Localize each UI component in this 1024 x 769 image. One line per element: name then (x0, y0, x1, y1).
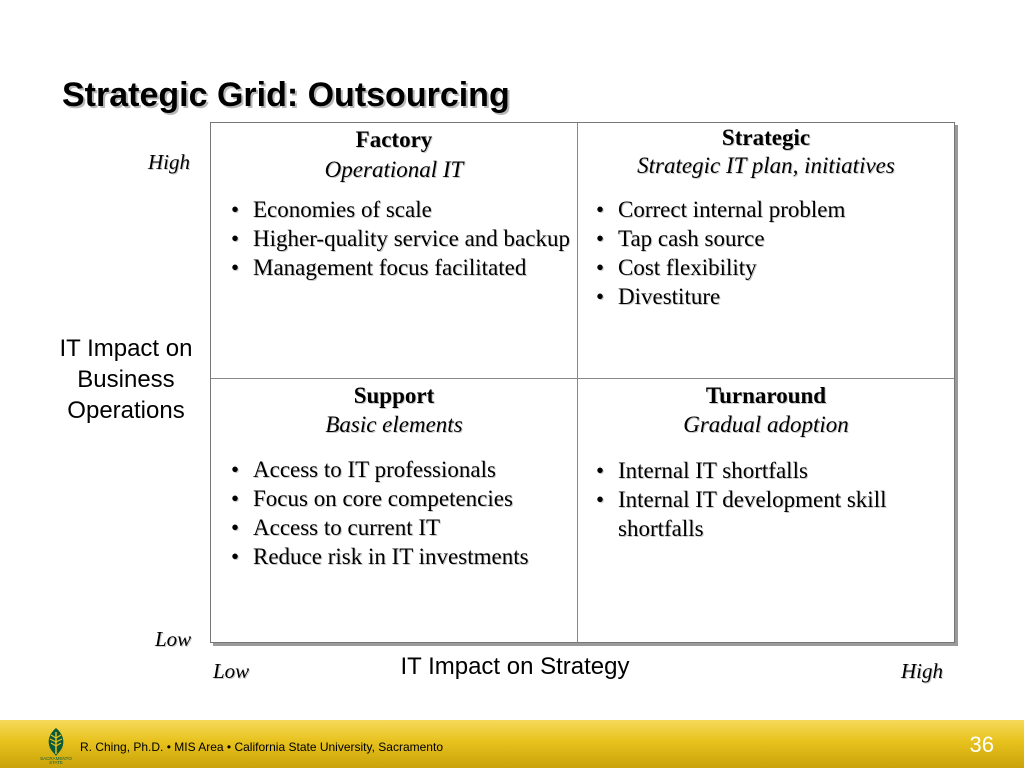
quadrant-title: Factory (355, 127, 433, 152)
quadrant-subtitle: Operational IT (324, 157, 464, 182)
x-axis-title: IT Impact on Strategy (400, 653, 630, 680)
footer-bar (0, 720, 1024, 768)
list-item: • Higher-quality service and backup (225, 224, 570, 253)
logo-text-line: SACRAMENTO (40, 756, 72, 761)
slide-title: Strategic Grid: Outsourcing (62, 76, 510, 114)
logo-text-line: STATE (49, 760, 63, 764)
x-axis-high-label: High (901, 659, 943, 683)
turnaround-bullet-list (590, 456, 930, 543)
factory-bullet-list (225, 195, 570, 282)
quadrant-factory (211, 123, 578, 379)
support-bullet-list (225, 455, 570, 571)
list-item: • Correct internal problem (590, 195, 950, 224)
x-axis-low-label: Low (213, 659, 250, 683)
list-item: • Tap cash source (590, 224, 950, 253)
list-item: • Access to IT professionals (225, 455, 570, 484)
quadrant-subtitle: Strategic IT plan, initiatives (637, 153, 895, 178)
sacramento-state-logo-icon (36, 726, 76, 764)
list-item: • Divestiture (590, 282, 950, 311)
quadrant-subtitle: Gradual adoption (683, 412, 849, 437)
quadrant-support (211, 379, 578, 642)
list-item: • Access to current IT (225, 513, 570, 542)
quadrant-title: Strategic (721, 125, 811, 150)
y-axis-title (40, 333, 212, 426)
list-item: • Internal IT shortfalls (590, 456, 930, 485)
y-axis-title-line: IT Impact on (59, 335, 193, 362)
y-axis-low-label: Low (155, 627, 192, 651)
list-item: • Focus on core competencies (225, 484, 570, 513)
page-number: 36 (969, 732, 994, 757)
quadrant-subtitle: Basic elements (325, 412, 463, 437)
y-axis-title-line: Operations (67, 397, 185, 424)
list-item: • Management focus facilitated (225, 253, 570, 282)
y-axis-title-line: Business (77, 366, 175, 393)
list-item: • Reduce risk in IT investments (225, 542, 570, 571)
quadrant-title: Support (353, 383, 435, 408)
y-axis-high-label: High (148, 150, 190, 174)
quadrant-strategic (578, 123, 954, 379)
quadrant-title: Turnaround (705, 383, 827, 408)
list-item: • Cost flexibility (590, 253, 950, 282)
strategic-bullet-list (590, 195, 950, 311)
footer-text: R. Ching, Ph.D. • MIS Area • California State University, Sacramento (80, 740, 443, 754)
list-item: • Internal IT development skill shortfalls (590, 485, 930, 543)
strategic-grid (210, 122, 955, 643)
quadrant-turnaround (578, 379, 954, 642)
list-item: • Economies of scale (225, 195, 570, 224)
